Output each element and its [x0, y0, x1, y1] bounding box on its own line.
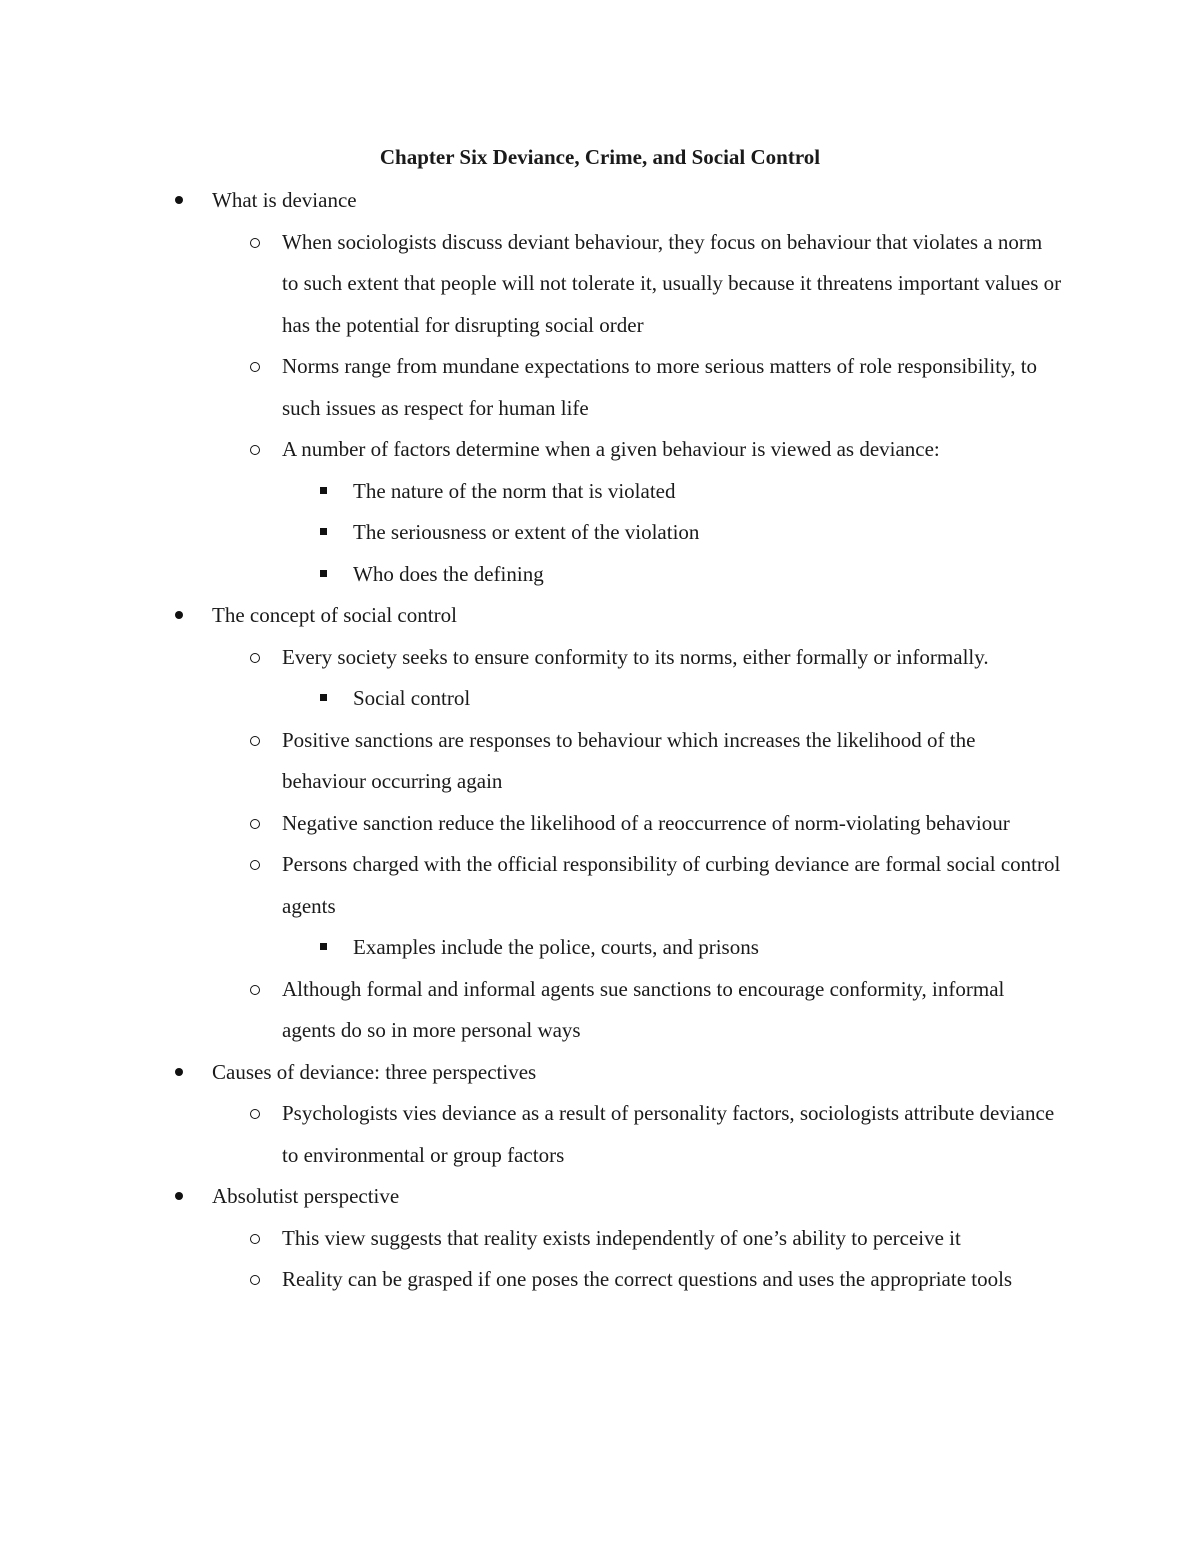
bullet-disc-icon: [173, 595, 185, 637]
outline-item-text: When sociologists discuss deviant behaviour, they focus on behaviour that violates a norm to such extent that people will not tolerate it, usually because it threatens important values or has the potential for disrupting social order: [282, 229, 1062, 337]
outline-item-level-2: [0, 222, 1062, 347]
outline-item-text: Persons charged with the official responsibility of curbing deviance are formal social control agents: [282, 852, 1061, 918]
outline-item-text: The nature of the norm that is violated: [353, 478, 676, 503]
outline-item-text: Every society seeks to ensure conformity to its norms, either formally or informally.: [282, 644, 989, 669]
outline-item-text: Examples include the police, courts, and prisons: [353, 935, 759, 959]
bullet-circle-icon: [249, 637, 263, 679]
outline-item-level-2: [0, 1093, 1062, 1176]
outline-item-text: Negative sanction reduce the likelihood of a reoccurrence of norm-violating behaviour: [282, 810, 1010, 835]
bullet-circle-icon: [249, 429, 263, 471]
outline-item-level-1: [0, 1052, 1062, 1094]
bullet-square-icon: [319, 678, 329, 720]
outline-item-level-1: [0, 180, 1062, 222]
outline-item-level-1: [0, 1176, 1062, 1218]
bullet-square-icon: [319, 554, 329, 596]
bullet-circle-icon: [249, 1259, 263, 1301]
outline-item-level-2: [0, 429, 1062, 471]
outline-item-text: This view suggests that reality exists independently of one’s ability to perceive it: [282, 1225, 961, 1250]
outline-item-text: Positive sanctions are responses to behaviour which increases the likelihood of the behaviour occurring again: [282, 727, 976, 793]
bullet-circle-icon: [249, 1218, 263, 1260]
bullet-circle-icon: [249, 803, 263, 845]
outline-item-text: Causes of deviance: three perspectives: [212, 1059, 537, 1084]
bullet-square-icon: [319, 471, 329, 513]
outline-item-text: The concept of social control: [212, 603, 457, 627]
bullet-disc-icon: [173, 180, 185, 222]
outline-list: [0, 180, 1200, 1301]
outline-item-text: Who does the defining: [353, 561, 544, 586]
bullet-square-icon: [319, 512, 329, 554]
outline-item-text: What is deviance: [212, 188, 357, 212]
outline-item-text: Social control: [353, 686, 471, 710]
outline-item-level-2: [0, 720, 1062, 803]
outline-item-level-2: [0, 969, 1062, 1052]
bullet-circle-icon: [249, 844, 263, 886]
outline-item-text: Absolutist perspective: [212, 1184, 400, 1208]
outline-item-level-3: [0, 471, 1053, 513]
bullet-circle-icon: [249, 969, 263, 1011]
bullet-circle-icon: [249, 222, 263, 264]
page-title: Chapter Six Deviance, Crime, and Social Control: [379, 145, 821, 169]
outline-item-level-2: [0, 1259, 1062, 1301]
outline-item-level-3: [0, 554, 1053, 596]
outline-item-level-1: [0, 595, 1062, 637]
bullet-circle-icon: [249, 1093, 263, 1135]
outline-item-level-2: [0, 1218, 1062, 1260]
outline-item-text: Reality can be grasped if one poses the correct questions and uses the appropriate tools: [282, 1267, 1013, 1291]
outline-item-level-2: [0, 346, 1062, 429]
outline-item-level-3: [0, 678, 1053, 720]
outline-item-text: Although formal and informal agents sue sanctions to encourage conformity, informal agents do so in more personal ways: [282, 976, 1005, 1042]
outline-item-level-3: [0, 927, 1053, 969]
outline-item-level-2: [0, 637, 1062, 679]
outline-item-text: The seriousness or extent of the violation: [353, 520, 700, 544]
bullet-disc-icon: [173, 1176, 185, 1218]
outline-item-text: Psychologists vies deviance as a result of personality factors, sociologists attribute deviance to environmental or group factors: [282, 1101, 1055, 1167]
outline-item-text: Norms range from mundane expectations to more serious matters of role responsibility, to such issues as respect for human life: [282, 354, 1038, 420]
bullet-disc-icon: [173, 1052, 185, 1094]
bullet-square-icon: [319, 927, 329, 969]
outline-item-level-3: [0, 512, 1053, 554]
outline-item-text: A number of factors determine when a given behaviour is viewed as deviance:: [282, 437, 940, 461]
bullet-circle-icon: [249, 346, 263, 388]
outline-item-level-2: [0, 803, 1062, 845]
bullet-circle-icon: [249, 720, 263, 762]
outline-item-level-2: [0, 844, 1062, 927]
